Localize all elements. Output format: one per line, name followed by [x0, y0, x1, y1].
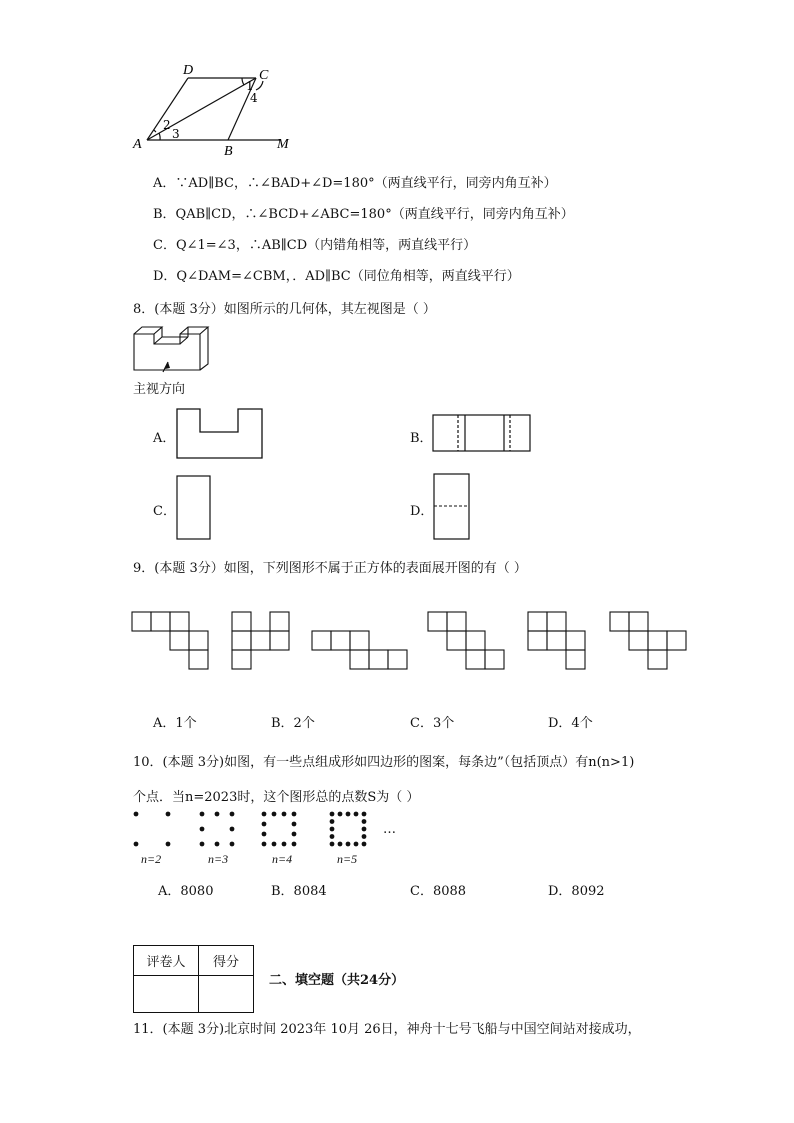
score-table-header-score: 得分 [199, 946, 254, 976]
q7-option-c: C．Q∠1=∠3，∴AB∥CD（内错角相等，两直线平行） [153, 238, 477, 253]
q8-option-a-label: A． [153, 431, 176, 446]
q8-option-d-figure [433, 473, 471, 541]
score-table-cell-grader[interactable] [134, 976, 199, 1013]
q10-caption-n2: n=2 [141, 852, 162, 866]
q7-option-b: B．QAB∥CD，∴∠BCD+∠ABC=180°（两直线平行，同旁内角互补） [153, 207, 574, 222]
q8-option-a-figure [176, 408, 264, 460]
angle-label-2: 2 [163, 118, 171, 132]
q10-stem-line2: 个点．当n=2023时，这个图形总的点数S为（ ） [133, 790, 420, 805]
q9-option-a: A．1个 [153, 716, 197, 731]
angle-label-3: 3 [172, 127, 180, 141]
point-label-b: B [224, 144, 233, 157]
q8-option-c-label: C． [153, 504, 176, 519]
angle-label-1: 1 [246, 79, 254, 93]
q10-caption-n5: n=5 [337, 852, 358, 866]
q10-dot-patterns [130, 810, 370, 850]
q9-option-b: B．2个 [271, 716, 315, 731]
q9-nets-figure [130, 610, 692, 676]
q8-solid-figure [132, 324, 214, 374]
q9-option-d: D．4个 [548, 716, 593, 731]
q8-option-b-label: B． [410, 431, 433, 446]
parallelogram-figure [130, 62, 300, 157]
score-table [133, 945, 254, 1013]
q10-option-b: B．8084 [271, 884, 327, 899]
score-table-cell-score[interactable] [199, 976, 254, 1013]
point-label-m: M [277, 137, 289, 152]
q10-stem-line1: 10．(本题 3分)如图，有一些点组成形如四边形的图案，每条边”（包括顶点）有n(n>1) [133, 755, 635, 770]
q7-option-d: D．Q∠DAM=∠CBM，．AD∥BC（同位角相等，两直线平行） [153, 269, 520, 284]
q8-option-b-figure [432, 414, 532, 454]
q10-caption-n4: n=4 [272, 852, 293, 866]
q11-stem: 11．(本题 3分)北京时间 2023年 10月 26日，神舟十七号飞船与中国空间站对接成功， [133, 1022, 641, 1037]
angle-label-4: 4 [250, 91, 258, 105]
point-label-d: D [183, 63, 194, 78]
q8-view-direction-label: 主视方向 [133, 382, 186, 397]
point-label-c: C [259, 68, 269, 83]
q8-stem: 8．(本题 3分）如图所示的几何体，其左视图是（ ） [133, 302, 436, 317]
score-table-header-grader: 评卷人 [134, 946, 199, 976]
q10-caption-n3: n=3 [208, 852, 229, 866]
section2-title: 二、填空题（共24分） [269, 973, 405, 988]
q10-option-a: A．8080 [158, 884, 214, 899]
point-label-a: A [133, 137, 142, 152]
q9-stem: 9．(本题 3分）如图，下列图形不属于正方体的表面展开图的有（ ） [133, 561, 527, 576]
q10-option-d: D．8092 [548, 884, 605, 899]
q8-option-d-label: D． [410, 504, 434, 519]
q10-ellipsis: … [383, 822, 396, 837]
q10-option-c: C．8088 [410, 884, 467, 899]
q9-option-c: C．3个 [410, 716, 455, 731]
q7-option-a: A．∵AD∥BC，∴∠BAD+∠D=180°（两直线平行，同旁内角互补） [153, 176, 557, 191]
q8-option-c-figure [176, 475, 212, 541]
